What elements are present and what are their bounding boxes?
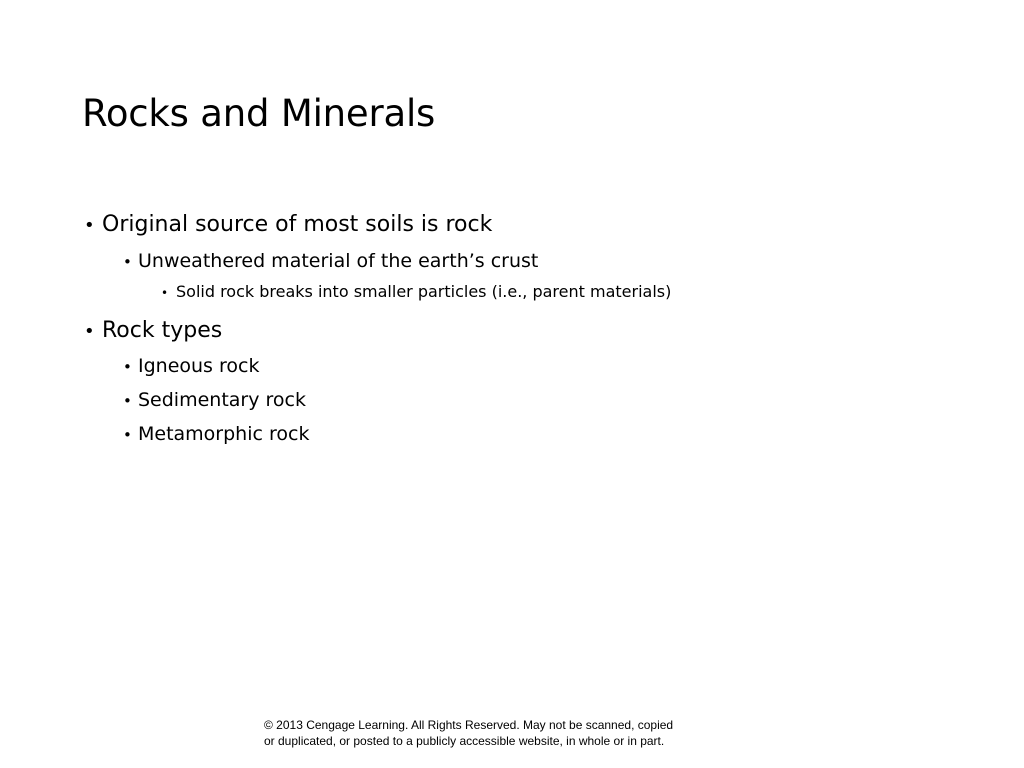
bullet-dot-icon: •	[84, 321, 95, 342]
bullet-sedimentary-rock	[123, 387, 306, 414]
slide-title: Rocks and Minerals	[82, 92, 436, 135]
bullet-rock-types	[84, 316, 222, 347]
bullet-text: Solid rock breaks into smaller particles (i.e., parent materials)	[176, 282, 672, 301]
bullet-text: Rock types	[102, 318, 223, 343]
bullet-text: Original source of most soils is rock	[102, 212, 493, 237]
bullet-text: Sedimentary rock	[138, 389, 306, 411]
bullet-metamorphic-rock	[123, 421, 309, 448]
copyright-line: © 2013 Cengage Learning. All Rights Reserved. May not be scanned, copied	[264, 718, 674, 732]
copyright-line: or duplicated, or posted to a publicly accessible website, in whole or in part.	[264, 734, 665, 748]
bullet-solid-rock-breaks	[161, 281, 671, 304]
bullet-dot-icon: •	[123, 392, 132, 410]
bullet-dot-icon: •	[84, 215, 95, 236]
bullet-dot-icon: •	[123, 426, 132, 444]
bullet-unweathered-material	[123, 248, 538, 275]
bullet-text: Unweathered material of the earth’s crust	[138, 250, 539, 272]
copyright-notice	[264, 717, 734, 749]
bullet-original-source	[84, 210, 492, 241]
bullet-dot-icon: •	[161, 286, 169, 300]
bullet-dot-icon: •	[123, 358, 132, 376]
bullet-text: Igneous rock	[138, 355, 260, 377]
bullet-igneous-rock	[123, 353, 259, 380]
bullet-dot-icon: •	[123, 253, 132, 271]
bullet-text: Metamorphic rock	[138, 423, 310, 445]
